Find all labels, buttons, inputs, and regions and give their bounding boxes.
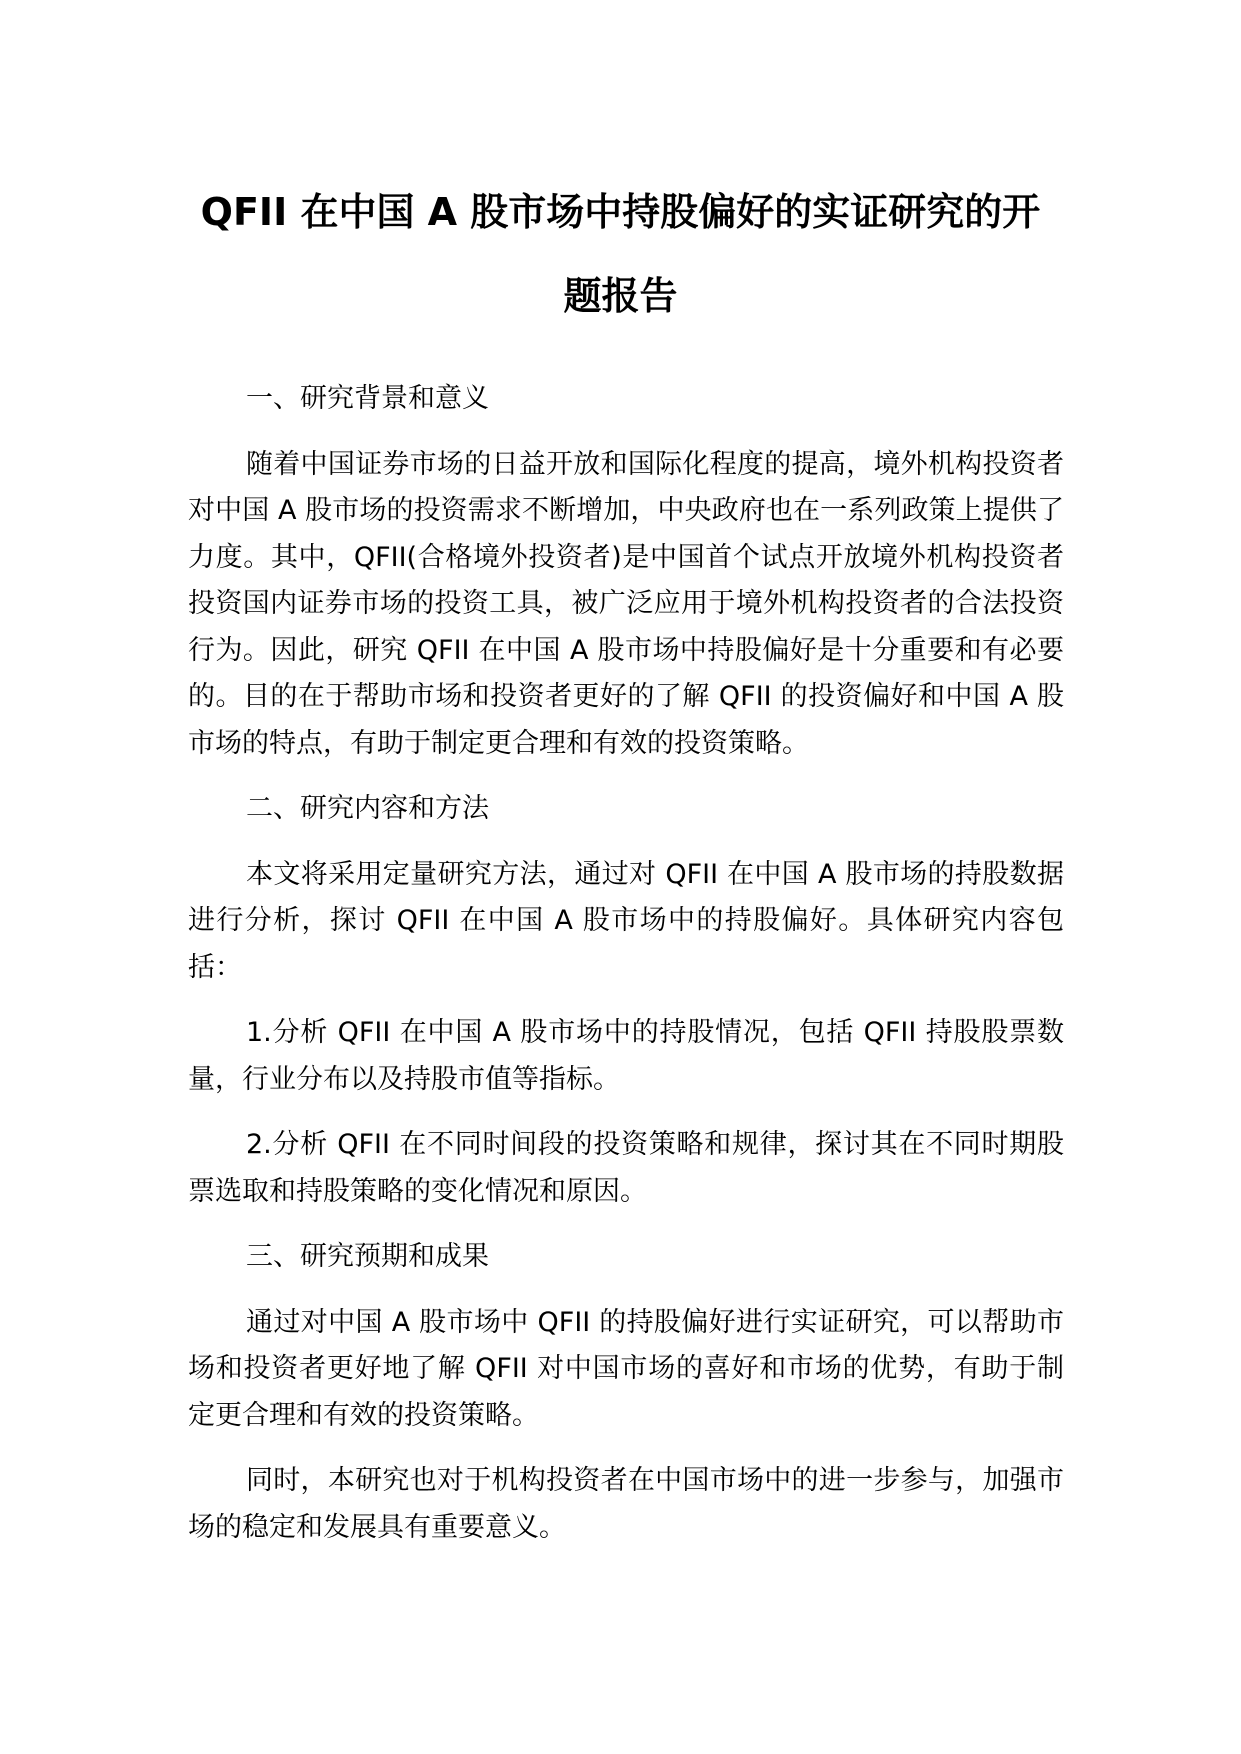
section-heading-expectations: 三、研究预期和成果 (246, 1241, 489, 1272)
document-title: QFII 在中国 A 股市场中持股偏好的实证研究的开题报告 (200, 190, 1041, 318)
paragraph-methods-item-2: 2.分析 QFII 在不同时间段的投资策略和规律，探讨其在不同时期股票选取和持股策略的变化情况和原因。 (188, 1129, 1064, 1207)
section-heading-background: 一、研究背景和意义 (246, 383, 489, 414)
paragraph-expectations-2: 同时，本研究也对于机构投资者在中国市场中的进一步参与，加强市场的稳定和发展具有重要意义。 (188, 1465, 1064, 1543)
paragraph-methods-item-1: 1.分析 QFII 在中国 A 股市场中的持股情况，包括 QFII 持股股票数量，行业分布以及持股市值等指标。 (188, 1017, 1064, 1095)
paragraph-background: 随着中国证券市场的日益开放和国际化程度的提高，境外机构投资者对中国 A 股市场的投资需求不断增加，中央政府也在一系列政策上提供了力度。其中，QFII(合格境外投资者)是中国首个试点开放境外机构投资者投资国内证券市场的投资工具，被广泛应用于境外机构投资者的合法投资行为。因此，研究 QFII 在中国 A 股市场中持股偏好是十分重要和有必要的。目的在于帮助市场和投资者更好的了解 QFII 的投资偏好和中国 A 股市场的特点，有助于制定更合理和有效的投资策略。 (188, 448, 1064, 759)
paragraph-expectations-1: 通过对中国 A 股市场中 QFII 的持股偏好进行实证研究，可以帮助市场和投资者更好地了解 QFII 对中国市场的喜好和市场的优势，有助于制定更合理和有效的投资策略。 (188, 1306, 1064, 1431)
paragraph-methods-intro: 本文将采用定量研究方法，通过对 QFII 在中国 A 股市场的持股数据进行分析，探讨 QFII 在中国 A 股市场中的持股偏好。具体研究内容包括： (188, 858, 1064, 983)
section-heading-methods: 二、研究内容和方法 (246, 793, 489, 824)
document-body (188, 376, 1064, 1570)
